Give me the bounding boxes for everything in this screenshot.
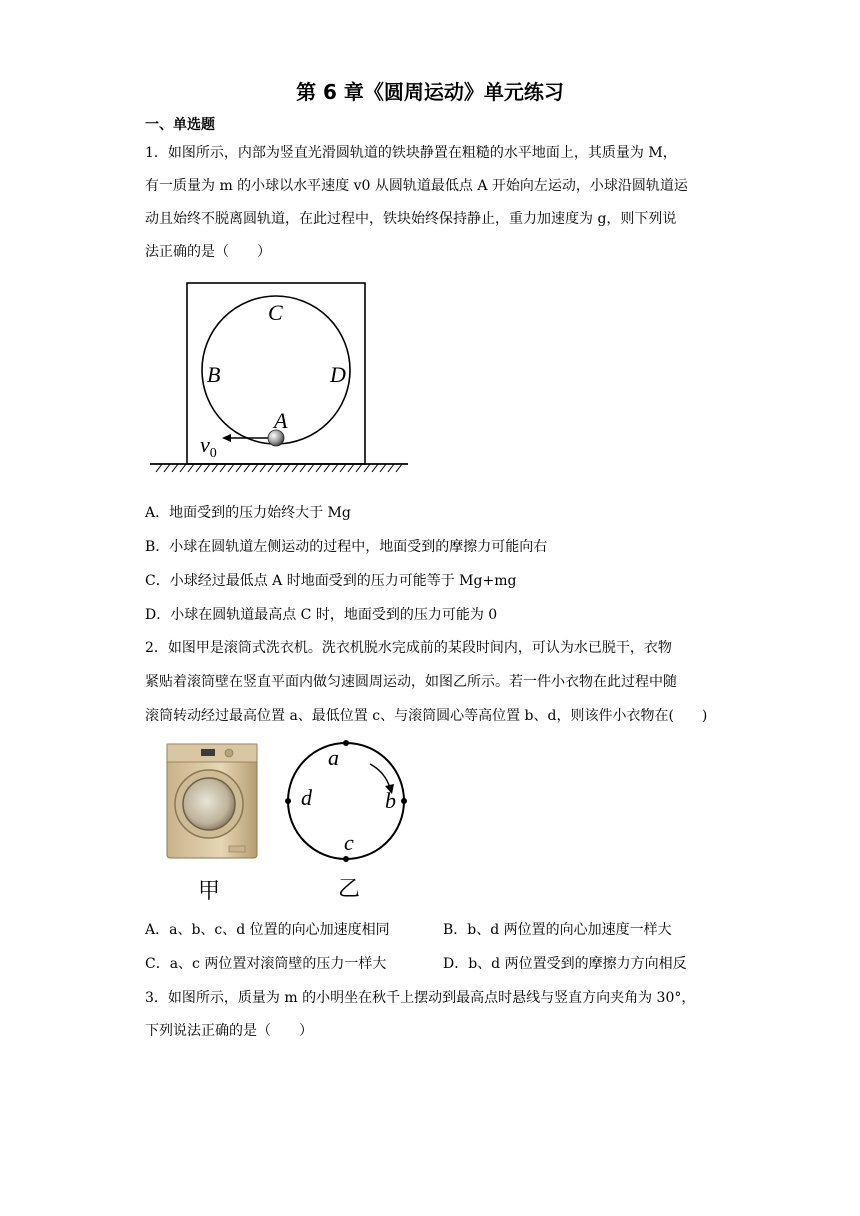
q2-option-d[interactable]: D．b、d 两位置受到的摩擦力方向相反: [443, 956, 687, 972]
label-a: a: [328, 745, 339, 770]
q2-line-3: 滚筒转动经过最高位置 a、最低位置 c、与滚筒圆心等高位置 b、d，则该件小衣物在( ): [145, 708, 708, 724]
caption-jia: 甲: [198, 879, 221, 904]
q1-option-a[interactable]: A．地面受到的压力始终大于 Mg: [145, 505, 351, 521]
q1-line-1: 1．如图所示，内部为竖直光滑圆轨道的铁块静置在粗糙的水平地面上，其质量为 M，: [145, 145, 677, 161]
q2-option-c[interactable]: C．a、c 两位置对滚筒壁的压力一样大: [145, 956, 387, 972]
rotation-arrow: [370, 764, 390, 788]
point-c-dot: [343, 856, 349, 862]
label-A: A: [274, 408, 288, 433]
q1-option-c[interactable]: C．小球经过最低点 A 时地面受到的压力可能等于 Mg+mg: [145, 573, 517, 589]
label-v0: $v_0$: [200, 432, 217, 461]
q1-option-b[interactable]: B．小球在圆轨道左侧运动的过程中，地面受到的摩擦力可能向右: [145, 539, 548, 555]
q2-option-b[interactable]: B．b、d 两位置的向心加速度一样大: [443, 922, 672, 938]
label-c: c: [344, 830, 354, 855]
section-heading: 一、单选题: [145, 117, 215, 133]
q1-line-2: 有一质量为 m 的小球以水平速度 v0 从圆轨道最低点 A 开始向左运动，小球沿圆轨道运: [145, 178, 688, 194]
q1-line-3: 动且始终不脱离圆轨道，在此过程中，铁块始终保持静止，重力加速度为 g，则下列说: [145, 211, 677, 227]
q2-line-1: 2．如图甲是滚筒式洗衣机。洗衣机脱水完成前的某段时间内，可认为水已脱干，衣物: [145, 640, 672, 656]
circular-track-figure: [150, 280, 415, 480]
page-title: 第 6 章《圆周运动》单元练习: [296, 80, 564, 104]
point-b-dot: [401, 798, 407, 804]
label-d: d: [301, 785, 312, 810]
q2-line-2: 紧贴着滚筒壁在竖直平面内做匀速圆周运动，如图乙所示。若一件小衣物在此过程中随: [145, 674, 677, 690]
point-a-dot: [343, 740, 349, 746]
label-C: C: [268, 300, 283, 325]
label-b: b: [385, 788, 396, 813]
q1-line-4: 法正确的是（ ）: [145, 244, 271, 260]
q1-option-d[interactable]: D．小球在圆轨道最高点 C 时，地面受到的压力可能为 0: [145, 607, 498, 623]
q3-line-2: 下列说法正确的是（ ）: [145, 1023, 313, 1039]
velocity-arrowhead: [222, 434, 231, 442]
q2-option-a[interactable]: A．a、b、c、d 位置的向心加速度相同: [145, 922, 390, 938]
caption-yi: 乙: [338, 877, 361, 902]
ground-hatching: [156, 464, 402, 472]
q3-line-1: 3．如图所示，质量为 m 的小明坐在秋千上摆动到最高点时悬线与竖直方向夹角为 30°，: [145, 990, 696, 1006]
label-D: D: [330, 362, 346, 387]
label-B: B: [207, 362, 221, 387]
point-d-dot: [285, 798, 291, 804]
washing-machine-image: [163, 742, 263, 862]
